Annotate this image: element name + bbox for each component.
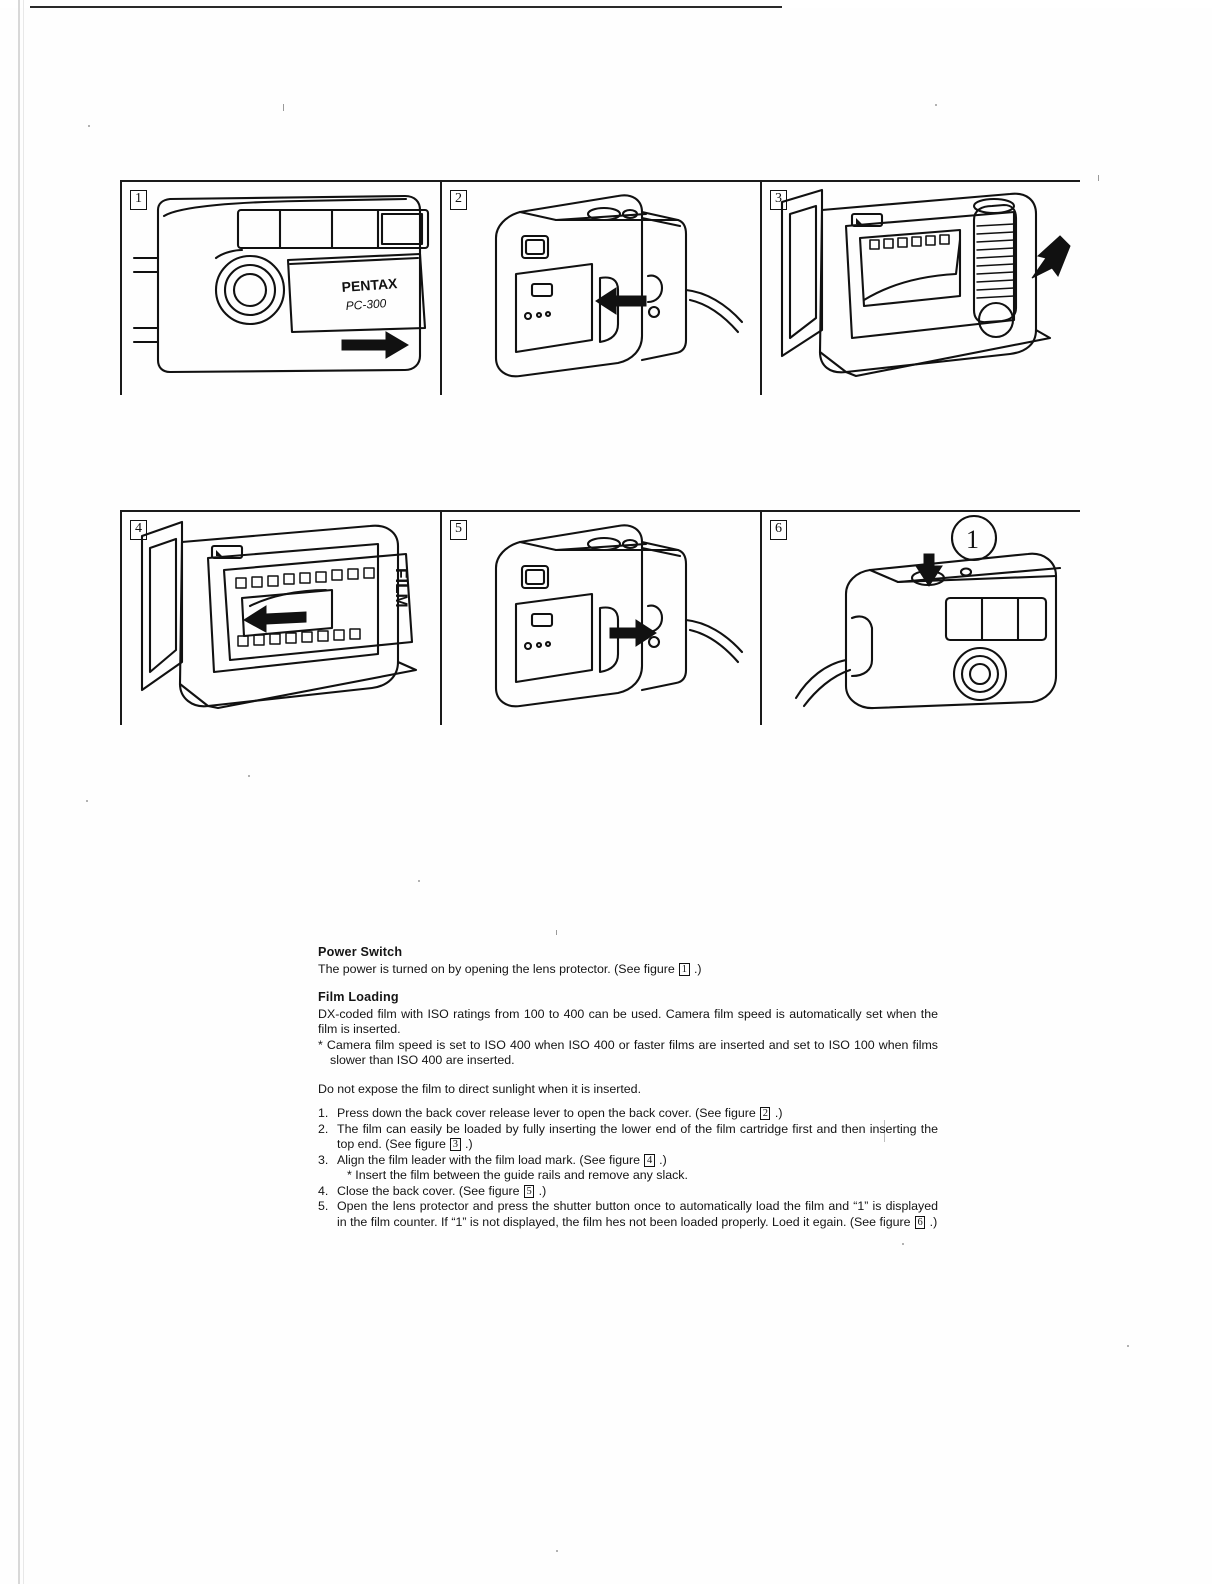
figure-art-2 bbox=[440, 180, 760, 395]
direction-arrow bbox=[1032, 236, 1070, 278]
step-number: 2. bbox=[318, 1121, 329, 1136]
figure-reference-6: 6 bbox=[915, 1216, 925, 1229]
figure-art-3 bbox=[760, 180, 1080, 395]
figure-panel-4 bbox=[120, 510, 440, 725]
figure-number-6: 6 bbox=[770, 520, 787, 540]
step-item bbox=[318, 1106, 938, 1122]
direction-arrow bbox=[596, 288, 646, 314]
scan-speck bbox=[88, 125, 90, 127]
step-number: 5. bbox=[318, 1199, 329, 1213]
power-switch-body-after: .) bbox=[693, 961, 702, 976]
film-loading-heading: Film Loading bbox=[318, 990, 399, 1004]
step-text-after: .) bbox=[538, 1183, 547, 1198]
figure-panel-6 bbox=[760, 510, 1080, 725]
scan-left-edge-secondary bbox=[23, 0, 24, 1584]
figure-reference-2: 2 bbox=[760, 1107, 770, 1120]
step-item bbox=[318, 1153, 938, 1184]
film-label: FILM bbox=[392, 568, 411, 608]
scan-speck bbox=[556, 930, 557, 935]
instructions-text bbox=[318, 945, 938, 1230]
figure-number-5: 5 bbox=[450, 520, 467, 540]
step-text: Close the back cover. (See figure bbox=[337, 1183, 520, 1198]
figure-art-6 bbox=[760, 510, 1080, 725]
step-text: Align the film leader with the film load mark. (See figure bbox=[337, 1152, 641, 1167]
figure-art-1 bbox=[120, 180, 440, 395]
figure-number-3: 3 bbox=[770, 190, 787, 210]
scan-speck bbox=[556, 1550, 558, 1552]
figure-reference-5: 5 bbox=[524, 1185, 534, 1198]
figure-art-4 bbox=[120, 510, 440, 725]
film-loading-intro: DX-coded film with ISO ratings from 100 to 400 can be used. Camera film speed is automatically set when the film is inserted. bbox=[318, 1006, 938, 1036]
scan-speck bbox=[935, 104, 937, 106]
film-loading-note: * Camera film speed is set to ISO 400 when ISO 400 or faster films are inserted and set to ISO 100 when films slower than ISO 400 are inserted. bbox=[318, 1037, 938, 1067]
figure-number-1: 1 bbox=[130, 190, 147, 210]
step-text-after: .) bbox=[659, 1152, 667, 1167]
figure-number-2: 2 bbox=[450, 190, 467, 210]
figure-grid bbox=[120, 180, 1080, 725]
figure-reference-1: 1 bbox=[679, 963, 689, 976]
figure-panel-1 bbox=[120, 180, 440, 395]
scan-top-edge bbox=[0, 0, 1212, 8]
scan-speck bbox=[248, 775, 250, 777]
direction-arrow bbox=[342, 332, 408, 358]
power-switch-body-before: The power is turned on by opening the lens protector. (See figure bbox=[318, 961, 675, 976]
step-text: Press down the back cover release lever to open the back cover. (See figure bbox=[337, 1106, 756, 1120]
scan-speck bbox=[283, 104, 284, 111]
step-item bbox=[318, 1199, 938, 1230]
step-text-after: .) bbox=[465, 1137, 473, 1151]
scan-left-edge bbox=[18, 0, 20, 1584]
step-text: The film can easily be loaded by fully inserting the lower end of the film cartridge first and then inserting the top end. (See figure bbox=[337, 1121, 938, 1151]
figure-reference-4: 4 bbox=[644, 1154, 654, 1167]
scan-speck bbox=[902, 1243, 904, 1245]
step-text-after: .) bbox=[774, 1106, 783, 1120]
figure-reference-3: 3 bbox=[450, 1138, 460, 1151]
scan-speck bbox=[418, 880, 420, 882]
step-item bbox=[318, 1122, 938, 1153]
scan-speck bbox=[1127, 1345, 1129, 1347]
step-number: 4. bbox=[318, 1183, 329, 1198]
step-item bbox=[318, 1184, 938, 1200]
step-text-after: .) bbox=[929, 1214, 938, 1229]
figure-number-4: 4 bbox=[130, 520, 147, 540]
direction-arrow bbox=[244, 606, 306, 632]
figure-panel-5 bbox=[440, 510, 760, 725]
step-number: 3. bbox=[318, 1152, 329, 1167]
power-switch-heading: Power Switch bbox=[318, 945, 403, 959]
step-substep: * Insert the film between the guide rails and remove any slack. bbox=[347, 1168, 688, 1182]
power-switch-body bbox=[318, 962, 938, 978]
figure-panel-2 bbox=[440, 180, 760, 395]
film-loading-steps bbox=[318, 1106, 938, 1230]
svg-text:PENTAX: PENTAX bbox=[341, 275, 398, 295]
svg-text:PC-300: PC-300 bbox=[345, 296, 387, 313]
film-loading-warning: Do not expose the film to direct sunlight when it is inserted. bbox=[318, 1081, 642, 1096]
figure-panel-3 bbox=[760, 180, 1080, 395]
step-text: Open the lens protector and press the shutter button once to automatically load the film and “1” is displayed in the film counter. If “1” is not displayed, the film hes not been loaded properly. Loed it egain. (See figure bbox=[337, 1199, 938, 1229]
film-counter-value: 1 bbox=[966, 525, 979, 554]
figure-art-5 bbox=[440, 510, 760, 725]
step-number: 1. bbox=[318, 1106, 329, 1120]
scan-speck bbox=[1098, 175, 1099, 181]
scan-speck bbox=[86, 800, 88, 802]
figure-row-1 bbox=[120, 180, 1080, 395]
figure-row-2 bbox=[120, 510, 1080, 725]
